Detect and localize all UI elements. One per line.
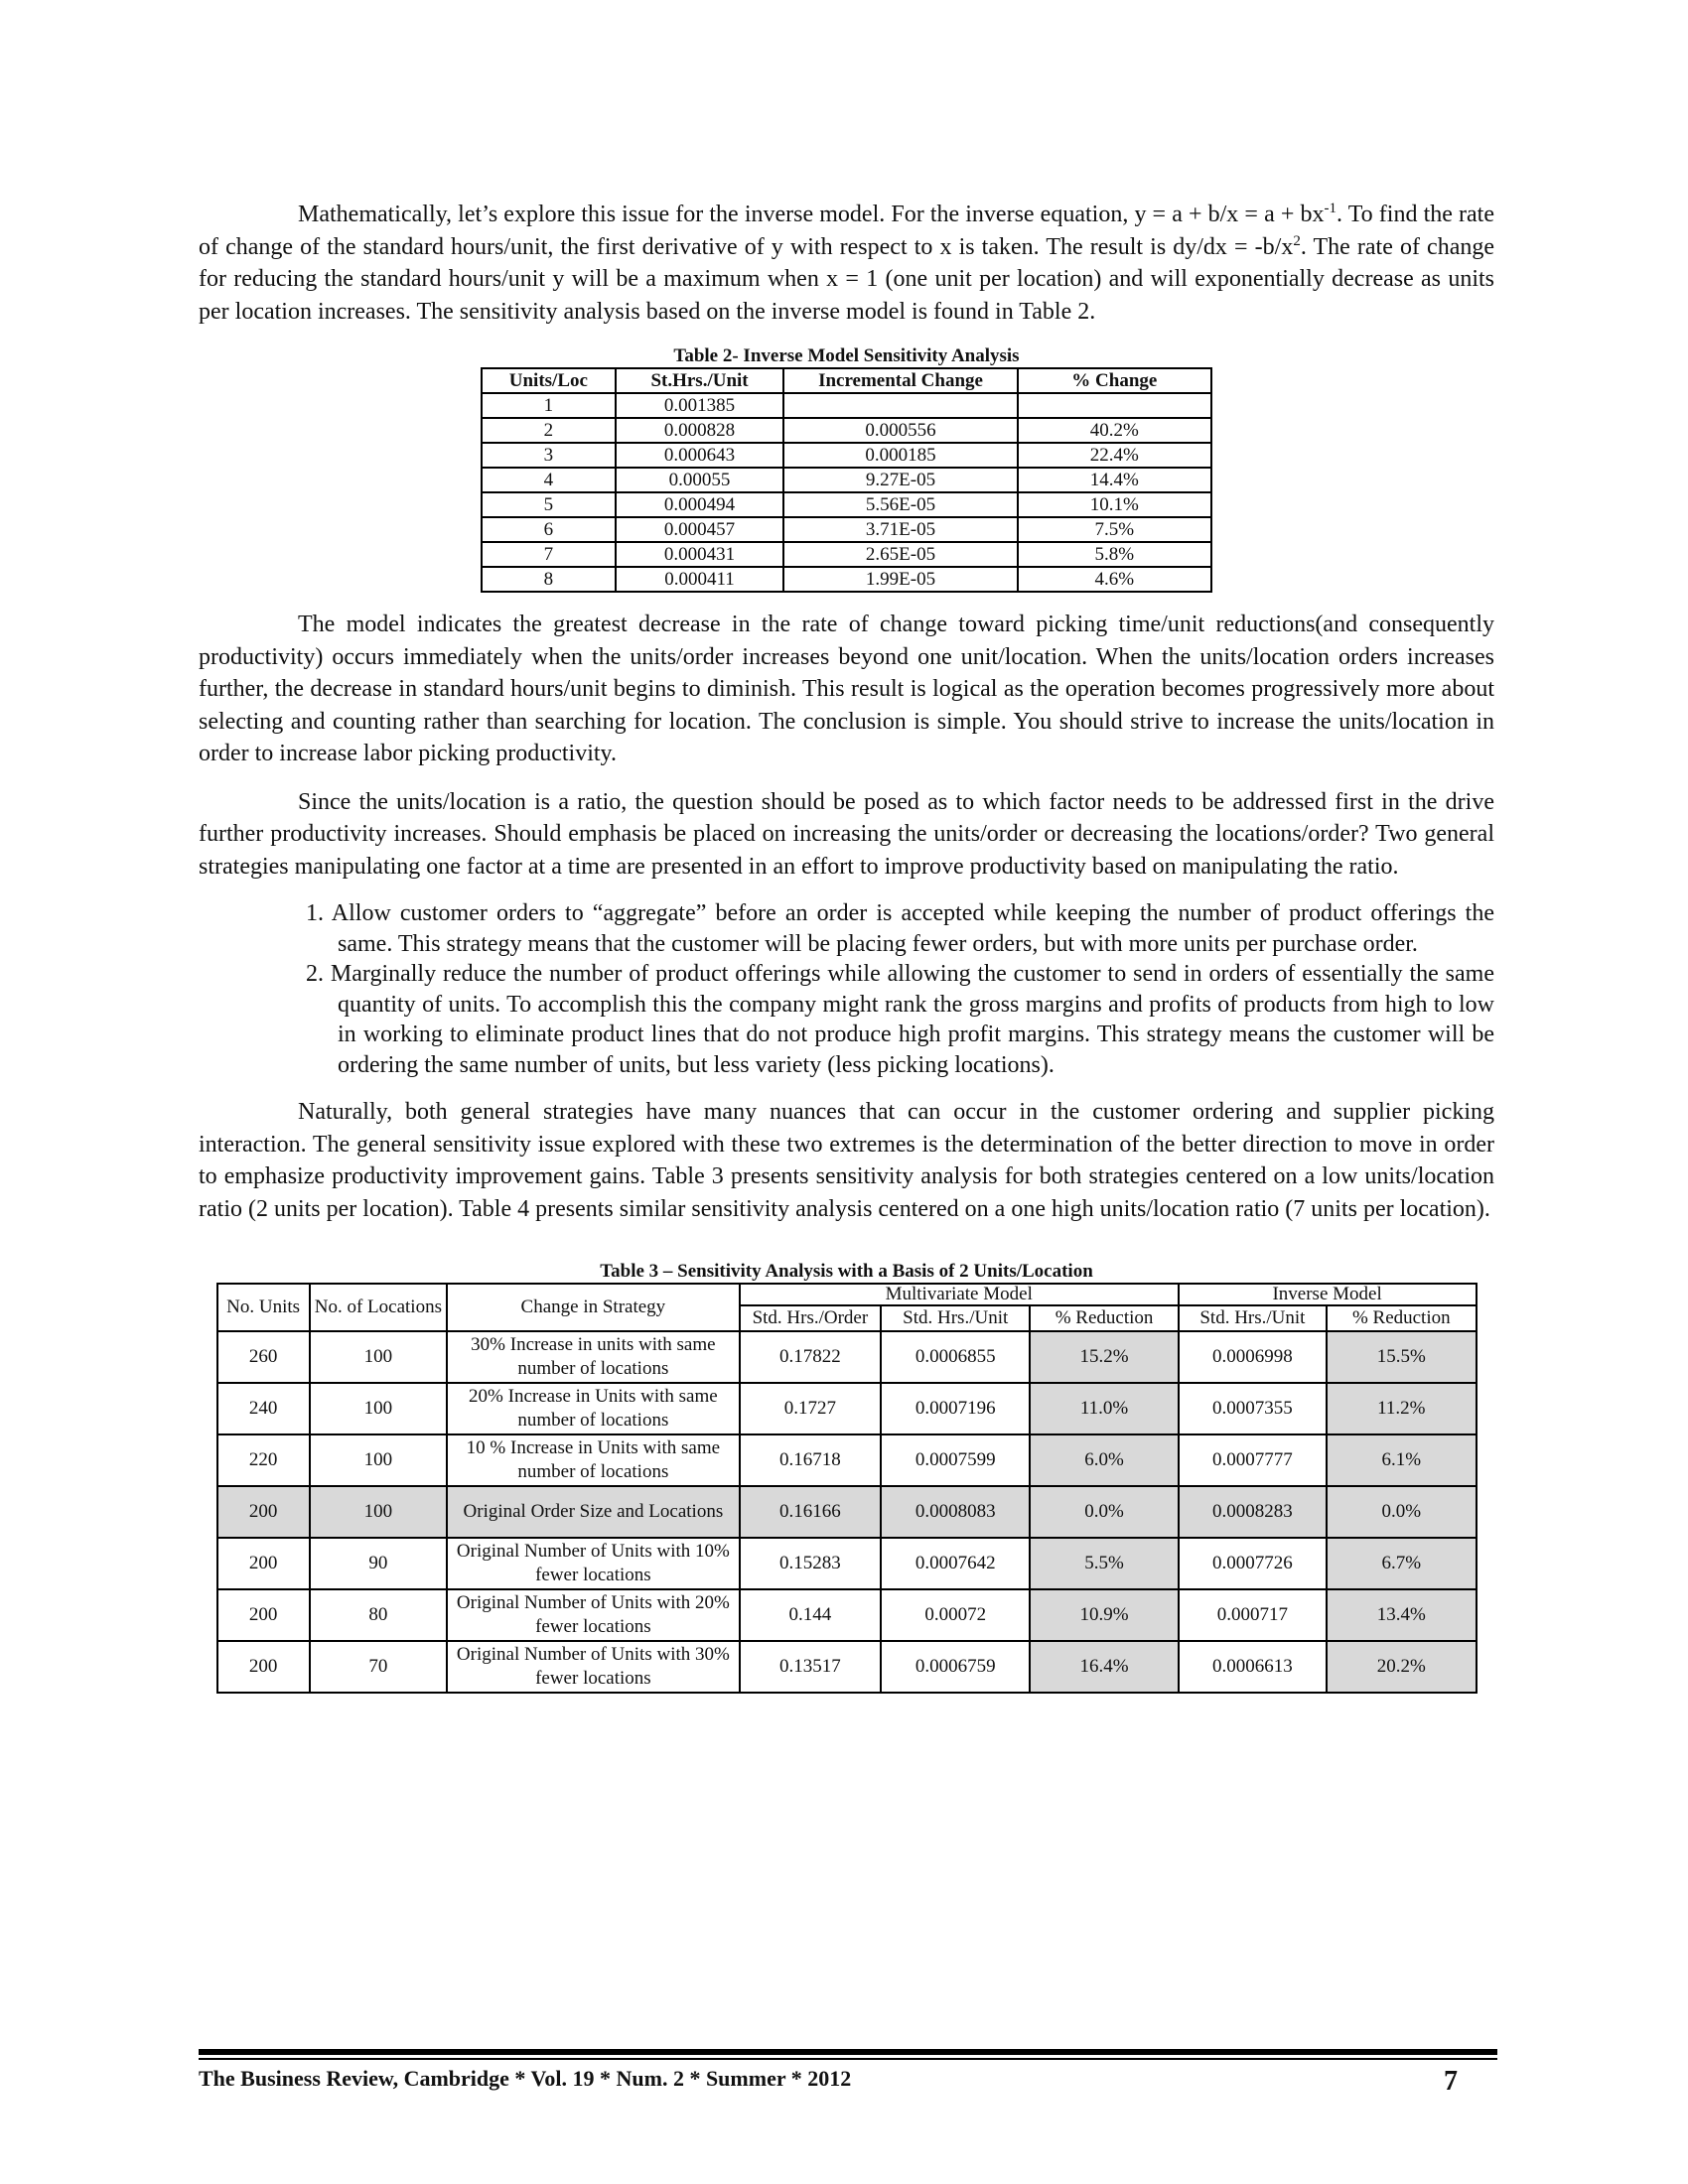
table3-cell-locations: 100: [310, 1486, 447, 1538]
table3-cell-mv-unit: 0.00072: [881, 1589, 1030, 1641]
table2-body: [482, 393, 1211, 592]
table-row: [217, 1486, 1477, 1538]
table3-header-no-units: No. Units: [217, 1284, 310, 1331]
strategy-list: [199, 898, 1494, 1080]
table3-cell-inv-unit: 0.000717: [1179, 1589, 1327, 1641]
table3-cell-mv-red: 11.0%: [1030, 1383, 1178, 1434]
table3-cell-inv-red: 15.5%: [1327, 1331, 1476, 1383]
table2-cell: 4: [482, 468, 616, 492]
table-row: [217, 1641, 1477, 1693]
table3-cell-mv-unit: 0.0008083: [881, 1486, 1030, 1538]
paragraph-general-strategies: Naturally, both general strategies have many nuances that can occur in the customer ordering and supplier picking interaction. The general sensitivity issue explored with these two extremes is the determination of the better direction to move in order to emphasize productivity improvement gains. Table 3 presents sensitivity analysis for both strategies centered on a low units/location ratio (2 units per location). Table 4 presents similar sensitivity analysis centered on a one high units/location ratio (7 units per location).: [199, 1099, 1494, 1222]
table-row: [217, 1331, 1477, 1383]
table3-cell-mv-order: 0.16718: [740, 1434, 881, 1486]
table3-header-inv-reduction: % Reduction: [1327, 1305, 1476, 1331]
table3-cell-mv-order: 0.17822: [740, 1331, 881, 1383]
table3-cell-mv-order: 0.13517: [740, 1641, 881, 1693]
table3-cell-locations: 90: [310, 1538, 447, 1589]
table3-cell-mv-unit: 0.0006759: [881, 1641, 1030, 1693]
table2-cell: 22.4%: [1018, 443, 1211, 468]
table2-cell: 0.001385: [616, 393, 784, 418]
table2-cell: 5.56E-05: [783, 492, 1017, 517]
table2-cell: 7.5%: [1018, 517, 1211, 542]
table-row: [217, 1383, 1477, 1434]
table2-cell: 10.1%: [1018, 492, 1211, 517]
list-item: 1. Allow customer orders to “aggregate” before an order is accepted while keeping the number of product offerings the same. This strategy means that the customer will be placing fewer orders, but with more units per purchase order.: [306, 900, 1494, 957]
table2-cell: 9.27E-05: [783, 468, 1017, 492]
table2-inverse-model: [481, 367, 1212, 593]
table2-cell: [783, 393, 1017, 418]
page-number: 7: [1444, 2066, 1458, 2097]
list-item: 2. Marginally reduce the number of product offerings while allowing the customer to send in orders of essentially the same quantity of units. To accomplish this the company might rank the gross margins and profits of products from high to low in working to eliminate product lines that do not produce high profit margins. This strategy means the customer will be ordering the same number of units, but less variety (less picking locations).: [306, 961, 1494, 1078]
para1-text-1: Mathematically, let’s explore this issue for the inverse model. For the inverse equation, y = a + b/x = a + bx: [298, 202, 1325, 227]
table3-cell-mv-red: 16.4%: [1030, 1641, 1178, 1693]
table2-cell: 14.4%: [1018, 468, 1211, 492]
table3-header-inv-std-hrs-unit: Std. Hrs./Unit: [1179, 1305, 1327, 1331]
table2-cell: 0.000494: [616, 492, 784, 517]
table3-cell-mv-order: 0.15283: [740, 1538, 881, 1589]
table3-cell-mv-red: 6.0%: [1030, 1434, 1178, 1486]
table3-cell-mv-red: 0.0%: [1030, 1486, 1178, 1538]
table2-header: St.Hrs./Unit: [616, 368, 784, 393]
table-row: [482, 567, 1211, 592]
table3-cell-inv-red: 20.2%: [1327, 1641, 1476, 1693]
paragraph-units-location-ratio: Since the units/location is a ratio, the question should be posed as to which factor needs to be addressed first in the drive further productivity increases. Should emphasis be placed on increasing the units/order or decreasing the locations/order? Two general strategies manipulating one factor at a time are presented in an effort to improve productivity based on manipulating the ratio.: [199, 788, 1494, 880]
table2-cell: 2.65E-05: [783, 542, 1017, 567]
footer-rule-thin: [199, 2058, 1497, 2060]
journal-citation: The Business Review, Cambridge * Vol. 19 * Num. 2 * Summer * 2012: [199, 2066, 852, 2091]
table3-cell-inv-unit: 0.0006998: [1179, 1331, 1327, 1383]
table2-cell: 40.2%: [1018, 418, 1211, 443]
table3-cell-change: 10 % Increase in Units with same number of locations: [447, 1434, 740, 1486]
table3-cell-change: 20% Increase in Units with same number of locations: [447, 1383, 740, 1434]
table2-cell: 0.000643: [616, 443, 784, 468]
table2-cell: 5.8%: [1018, 542, 1211, 567]
table3-cell-mv-order: 0.16166: [740, 1486, 881, 1538]
table3-cell-inv-red: 6.7%: [1327, 1538, 1476, 1589]
table3-header-inverse: Inverse Model: [1179, 1284, 1477, 1305]
superscript-2: 2: [1293, 232, 1301, 249]
para1-text-2: . To find the rate of change of the standard hours/unit, the first derivative of y with respect to x is taken. The result is dy/dx = -b/x: [199, 202, 1494, 260]
table3-sensitivity-analysis: [216, 1283, 1477, 1694]
table3-header-reduction: % Reduction: [1030, 1305, 1178, 1331]
table3-cell-units: 200: [217, 1486, 310, 1538]
table3-cell-units: 200: [217, 1538, 310, 1589]
table3-cell-locations: 100: [310, 1331, 447, 1383]
table3-cell-units: 200: [217, 1641, 310, 1693]
page-footer: [199, 2066, 1497, 2096]
table3-header-row-1: [217, 1284, 1477, 1305]
table2-cell: 0.000828: [616, 418, 784, 443]
table-row: [482, 517, 1211, 542]
table3-cell-change: 30% Increase in units with same number of locations: [447, 1331, 740, 1383]
table3-header-multivariate: Multivariate Model: [740, 1284, 1179, 1305]
table2-cell: 0.000457: [616, 517, 784, 542]
table3-cell-mv-red: 5.5%: [1030, 1538, 1178, 1589]
table-row: [482, 443, 1211, 468]
table3-cell-mv-unit: 0.0007642: [881, 1538, 1030, 1589]
paragraph-model-indicates: The model indicates the greatest decrease in the rate of change toward picking time/unit reductions(and consequently productivity) occurs immediately when the units/order increases beyond one unit/location. When the units/location orders increases further, the decrease in standard hours/unit begins to diminish. This result is logical as the operation becomes progressively more about selecting and counting rather than searching for location. The conclusion is simple. You should strive to increase the units/location in order to increase labor picking productivity.: [199, 612, 1494, 766]
para1-text-3: . The rate of change for reducing the standard hours/unit y will be a maximum when x = 1 (one unit per location) and will exponentially decrease as units per location increases. The sensitivity analysis based on the inverse model is found in Table 2.: [199, 233, 1495, 325]
table3-cell-mv-unit: 0.0007599: [881, 1434, 1030, 1486]
table3-header-change: Change in Strategy: [447, 1284, 740, 1331]
table2-header: % Change: [1018, 368, 1211, 393]
table-row: [482, 418, 1211, 443]
table3-body: [217, 1331, 1477, 1693]
table2-cell: 5: [482, 492, 616, 517]
table2-cell: 6: [482, 517, 616, 542]
table3-cell-change: Original Number of Units with 20% fewer locations: [447, 1589, 740, 1641]
table3-cell-inv-red: 6.1%: [1327, 1434, 1476, 1486]
superscript-neg1: -1: [1324, 201, 1337, 216]
table2-cell: 3.71E-05: [783, 517, 1017, 542]
table3-cell-locations: 100: [310, 1383, 447, 1434]
table-row: [217, 1538, 1477, 1589]
table2-cell: 0.000556: [783, 418, 1017, 443]
table2-cell: 0.000185: [783, 443, 1017, 468]
table2-cell: 7: [482, 542, 616, 567]
table2-header: Incremental Change: [783, 368, 1017, 393]
table2-header-row: [482, 368, 1211, 393]
table3-cell-units: 260: [217, 1331, 310, 1383]
table3-cell-locations: 70: [310, 1641, 447, 1693]
table2-caption: Table 2- Inverse Model Sensitivity Analysis: [673, 345, 1020, 366]
table3-cell-mv-unit: 0.0006855: [881, 1331, 1030, 1383]
table2-cell: [1018, 393, 1211, 418]
table3-cell-inv-red: 11.2%: [1327, 1383, 1476, 1434]
table3-caption: Table 3 – Sensitivity Analysis with a Basis of 2 Units/Location: [600, 1261, 1093, 1282]
table3-cell-locations: 100: [310, 1434, 447, 1486]
table-row: [217, 1434, 1477, 1486]
table3-cell-units: 200: [217, 1589, 310, 1641]
table3-cell-inv-red: 13.4%: [1327, 1589, 1476, 1641]
table2-cell: 0.00055: [616, 468, 784, 492]
page-body: [199, 199, 1494, 1694]
table3-cell-inv-red: 0.0%: [1327, 1486, 1476, 1538]
table2-cell: 0.000411: [616, 567, 784, 592]
table2-cell: 4.6%: [1018, 567, 1211, 592]
table-row: [482, 468, 1211, 492]
table3-cell-change: Original Number of Units with 30% fewer locations: [447, 1641, 740, 1693]
table3-header-std-hrs-order: Std. Hrs./Order: [740, 1305, 881, 1331]
table3-cell-inv-unit: 0.0008283: [1179, 1486, 1327, 1538]
table2-cell: 1.99E-05: [783, 567, 1017, 592]
table3-cell-inv-unit: 0.0006613: [1179, 1641, 1327, 1693]
table-row: [482, 542, 1211, 567]
table3-cell-mv-red: 10.9%: [1030, 1589, 1178, 1641]
table2-cell: 8: [482, 567, 616, 592]
table-row: [482, 492, 1211, 517]
table3-cell-mv-unit: 0.0007196: [881, 1383, 1030, 1434]
table2-cell: 3: [482, 443, 616, 468]
table3-header-std-hrs-unit: Std. Hrs./Unit: [881, 1305, 1030, 1331]
footer-rule-thick: [199, 2049, 1497, 2055]
table2-header: Units/Loc: [482, 368, 616, 393]
table3-cell-mv-order: 0.144: [740, 1589, 881, 1641]
table2-cell: 1: [482, 393, 616, 418]
table2-cell: 0.000431: [616, 542, 784, 567]
table3-cell-mv-order: 0.1727: [740, 1383, 881, 1434]
table3-cell-inv-unit: 0.0007726: [1179, 1538, 1327, 1589]
table-row: [482, 393, 1211, 418]
table-row: [217, 1589, 1477, 1641]
table3-cell-change: Original Order Size and Locations: [447, 1486, 740, 1538]
table3-cell-units: 240: [217, 1383, 310, 1434]
table3-cell-inv-unit: 0.0007777: [1179, 1434, 1327, 1486]
table3-cell-inv-unit: 0.0007355: [1179, 1383, 1327, 1434]
table2-cell: 2: [482, 418, 616, 443]
table3-cell-units: 220: [217, 1434, 310, 1486]
table3-cell-change: Original Number of Units with 10% fewer locations: [447, 1538, 740, 1589]
table3-cell-mv-red: 15.2%: [1030, 1331, 1178, 1383]
table3-header-no-locations: No. of Locations: [310, 1284, 447, 1331]
table3-cell-locations: 80: [310, 1589, 447, 1641]
paragraph-inverse-model: [199, 199, 1494, 328]
